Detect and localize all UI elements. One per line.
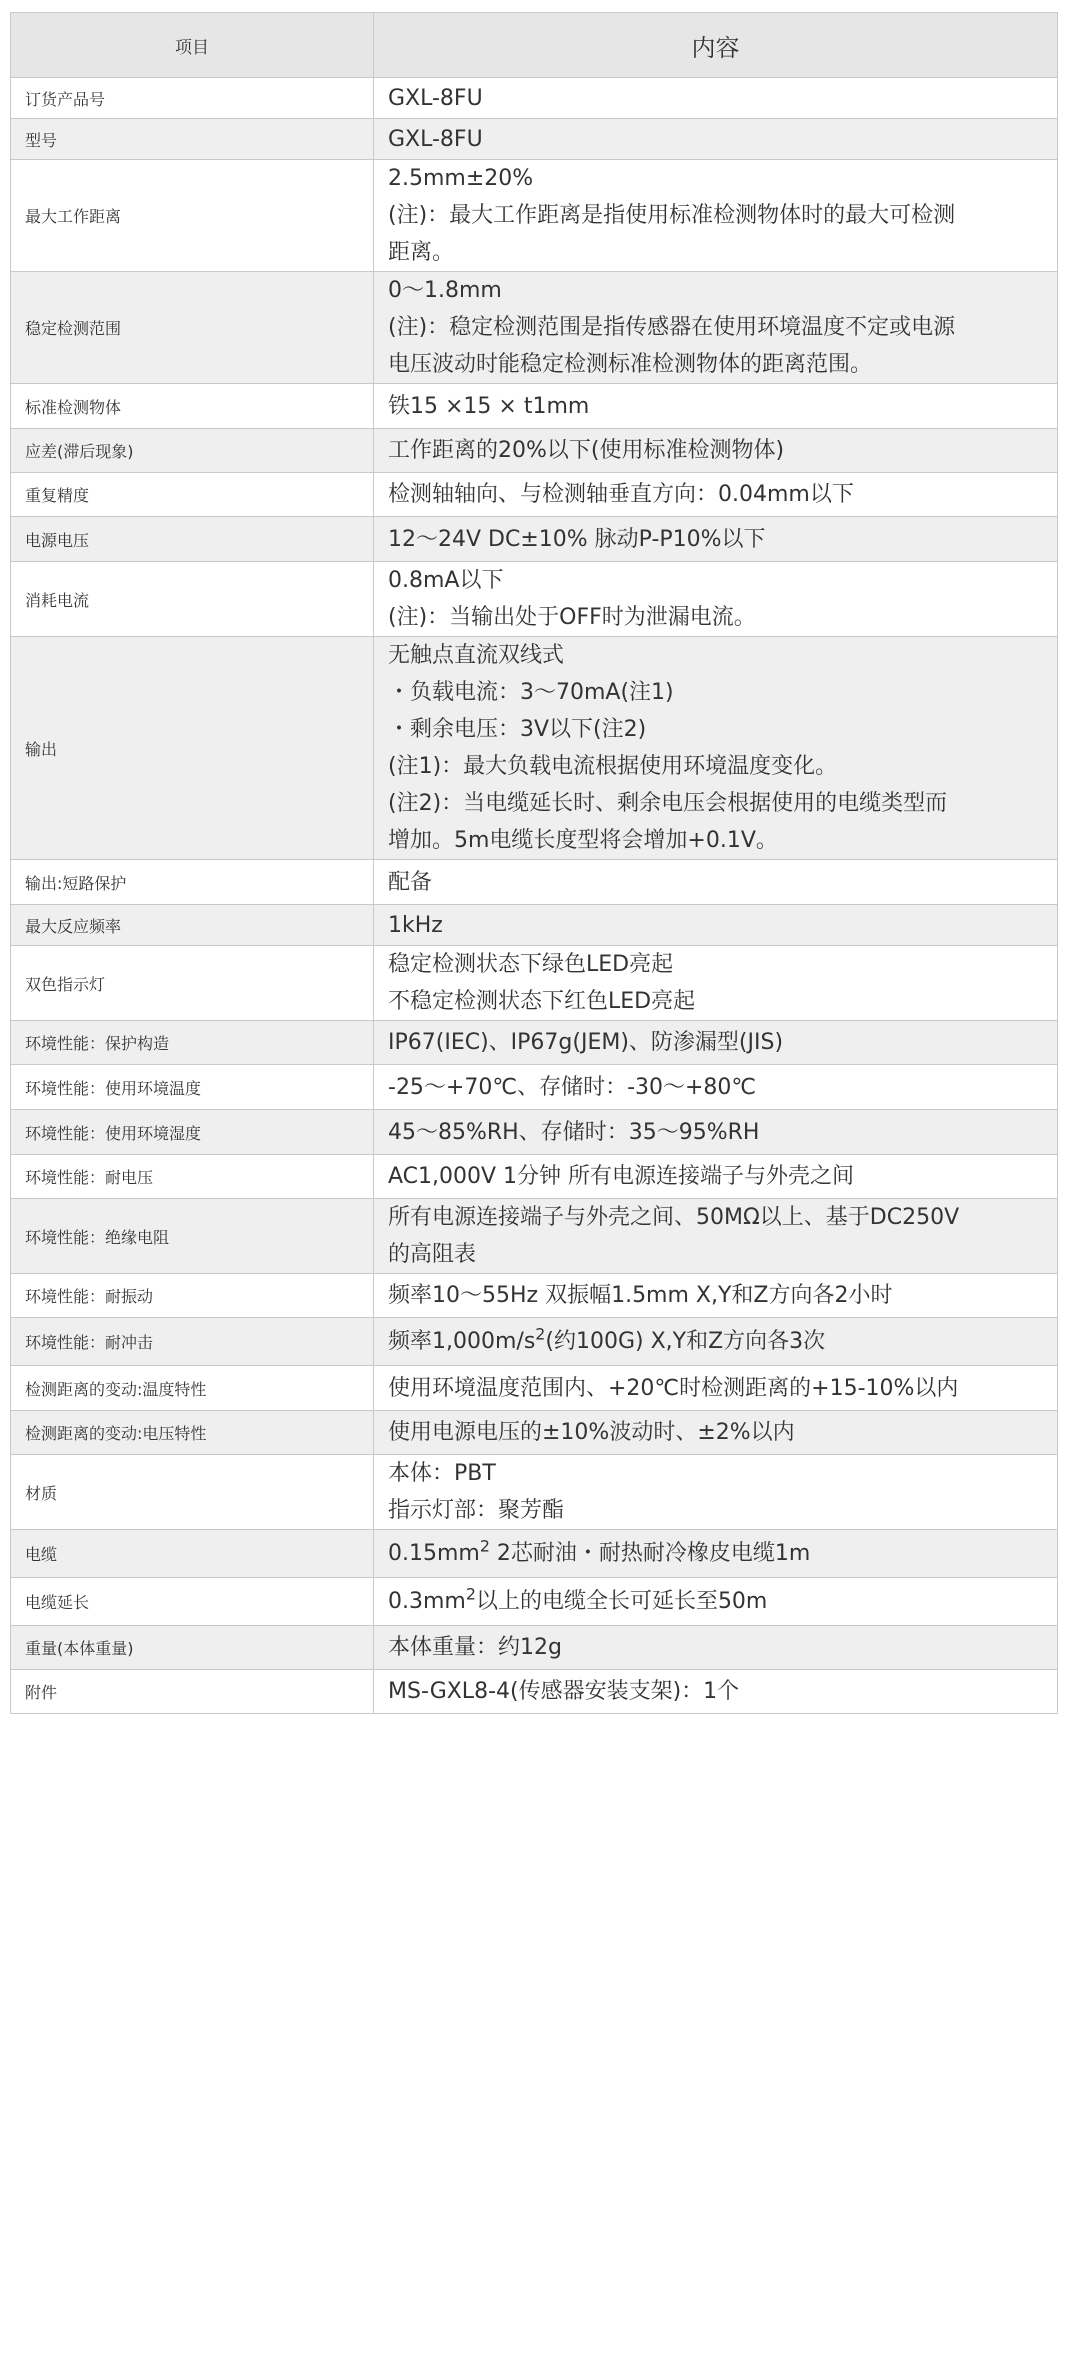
- row-value: [374, 517, 1058, 562]
- value-line: (注)：稳定检测范围是指传感器在使用环境温度不定或电源: [388, 315, 956, 340]
- row-value: [374, 1155, 1058, 1199]
- row-label: 环境性能：保护构造: [11, 1021, 374, 1065]
- row-value: [374, 429, 1058, 473]
- row-value: [374, 1021, 1058, 1065]
- table-row: [11, 562, 1058, 637]
- table-row: [11, 384, 1058, 429]
- row-value: [374, 1199, 1058, 1274]
- value-line: 不稳定检测状态下红色LED亮起: [388, 989, 696, 1014]
- value-line: 1kHz: [388, 912, 443, 938]
- value-line: 45～85%RH、存储时：35～95%RH: [388, 1119, 760, 1145]
- value-line: (注)：当输出处于OFF时为泄漏电流。: [388, 605, 756, 630]
- row-label: 环境性能：绝缘电阻: [11, 1199, 374, 1274]
- row-value: [374, 119, 1058, 160]
- value-line: [388, 1535, 1057, 1572]
- value-line: 的高阻表: [388, 1242, 477, 1267]
- table-row: [11, 1670, 1058, 1714]
- value-text: 频率1,000m/s: [388, 1329, 536, 1354]
- table-row: [11, 905, 1058, 946]
- spec-table: [10, 12, 1058, 1714]
- row-label: 重量(本体重量): [11, 1626, 374, 1670]
- table-row: [11, 272, 1058, 384]
- row-label: 检测距离的变动:电压特性: [11, 1411, 374, 1455]
- value-line: GXL-8FU: [388, 126, 483, 152]
- row-value: [374, 160, 1058, 272]
- table-row: [11, 473, 1058, 517]
- spec-table-body: [11, 78, 1058, 1714]
- row-value: [374, 562, 1058, 637]
- row-label: 电缆: [11, 1530, 374, 1578]
- row-label: 环境性能：耐电压: [11, 1155, 374, 1199]
- row-value: [374, 1578, 1058, 1626]
- value-line: GXL-8FU: [388, 85, 483, 111]
- table-row: [11, 1455, 1058, 1530]
- value-text: (约100G) X,Y和Z方向各3次: [545, 1329, 826, 1354]
- row-value: [374, 1110, 1058, 1155]
- row-value: [374, 1318, 1058, 1366]
- value-line: 铁15 ×15 × t1mm: [388, 393, 590, 419]
- table-row: [11, 429, 1058, 473]
- row-value: [374, 860, 1058, 905]
- value-line: (注1)：最大负载电流根据使用环境温度变化。: [388, 754, 838, 779]
- table-row: [11, 160, 1058, 272]
- value-line: 12～24V DC±10% 脉动P-P10%以下: [388, 526, 766, 552]
- row-label: 消耗电流: [11, 562, 374, 637]
- superscript: 2: [535, 1324, 546, 1344]
- table-row: [11, 1065, 1058, 1110]
- row-label: 稳定检测范围: [11, 272, 374, 384]
- row-label: 环境性能：使用环境湿度: [11, 1110, 374, 1155]
- row-value: [374, 272, 1058, 384]
- table-header-row: [11, 13, 1058, 78]
- table-row: [11, 1274, 1058, 1318]
- table-row: [11, 517, 1058, 562]
- row-value: [374, 637, 1058, 860]
- value-line: 所有电源连接端子与外壳之间、50MΩ以上、基于DC250V: [388, 1205, 960, 1230]
- value-line: 工作距离的20%以下(使用标准检测物体): [388, 438, 785, 463]
- value-line: 使用环境温度范围内、+20℃时检测距离的+15-10%以内: [388, 1375, 959, 1401]
- table-row: [11, 1411, 1058, 1455]
- value-line: (注2)：当电缆延长时、剩余电压会根据使用的电缆类型而: [388, 791, 948, 816]
- value-line: 频率10～55Hz 双振幅1.5mm X,Y和Z方向各2小时: [388, 1283, 893, 1308]
- value-line: 增加。5m电缆长度型将会增加+0.1V。: [388, 828, 778, 853]
- value-text: 2芯耐油・耐热耐冷橡皮电缆1m: [489, 1541, 811, 1566]
- row-value: [374, 905, 1058, 946]
- value-line: MS-GXL8-4(传感器安装支架)：1个: [388, 1679, 740, 1704]
- value-line: 无触点直流双线式: [388, 643, 565, 668]
- row-label: 检测距离的变动:温度特性: [11, 1366, 374, 1411]
- table-row: [11, 946, 1058, 1021]
- row-label: 标准检测物体: [11, 384, 374, 429]
- row-label: 最大反应频率: [11, 905, 374, 946]
- value-line: [388, 1583, 1057, 1620]
- value-line: [388, 1323, 1057, 1360]
- table-row: [11, 1578, 1058, 1626]
- value-line: 本体：PBT: [388, 1461, 496, 1486]
- row-label: 应差(滞后现象): [11, 429, 374, 473]
- table-row: [11, 637, 1058, 860]
- value-text: 0.15mm: [388, 1541, 480, 1566]
- row-label: 环境性能：耐振动: [11, 1274, 374, 1318]
- row-label: 订货产品号: [11, 78, 374, 119]
- row-label: 输出:短路保护: [11, 860, 374, 905]
- value-text: 0.3mm: [388, 1589, 466, 1614]
- header-content: 内容: [374, 13, 1058, 78]
- value-line: -25～+70℃、存储时：-30～+80℃: [388, 1074, 757, 1100]
- row-label: 电源电压: [11, 517, 374, 562]
- row-value: [374, 1670, 1058, 1714]
- row-value: [374, 78, 1058, 119]
- table-row: [11, 1155, 1058, 1199]
- row-value: [374, 384, 1058, 429]
- value-line: 稳定检测状态下绿色LED亮起: [388, 952, 674, 977]
- row-label: 型号: [11, 119, 374, 160]
- row-value: [374, 1274, 1058, 1318]
- value-line: 检测轴轴向、与检测轴垂直方向：0.04mm以下: [388, 482, 854, 507]
- value-line: 配备: [388, 869, 433, 895]
- row-label: 环境性能：耐冲击: [11, 1318, 374, 1366]
- value-text: 以上的电缆全长可延长至50m: [475, 1589, 768, 1614]
- value-line: 2.5mm±20%: [388, 166, 534, 191]
- table-row: [11, 78, 1058, 119]
- row-label: 输出: [11, 637, 374, 860]
- value-line: AC1,000V 1分钟 所有电源连接端子与外壳之间: [388, 1164, 855, 1189]
- table-row: [11, 1626, 1058, 1670]
- row-label: 附件: [11, 1670, 374, 1714]
- value-line: 距离。: [388, 240, 455, 265]
- row-label: 材质: [11, 1455, 374, 1530]
- value-line: 指示灯部：聚芳酯: [388, 1498, 565, 1523]
- superscript: 2: [465, 1584, 476, 1604]
- table-row: [11, 119, 1058, 160]
- value-line: 0～1.8mm: [388, 278, 502, 303]
- row-value: [374, 946, 1058, 1021]
- value-line: 本体重量：约12g: [388, 1635, 562, 1660]
- row-value: [374, 473, 1058, 517]
- row-label: 环境性能：使用环境温度: [11, 1065, 374, 1110]
- row-value: [374, 1626, 1058, 1670]
- table-row: [11, 1021, 1058, 1065]
- table-row: [11, 860, 1058, 905]
- row-label: 电缆延长: [11, 1578, 374, 1626]
- superscript: 2: [479, 1536, 490, 1556]
- row-value: [374, 1530, 1058, 1578]
- table-row: [11, 1199, 1058, 1274]
- value-line: 0.8mA以下: [388, 568, 504, 593]
- value-line: 电压波动时能稳定检测标准检测物体的距离范围。: [388, 352, 873, 377]
- row-label: 最大工作距离: [11, 160, 374, 272]
- table-row: [11, 1530, 1058, 1578]
- row-label: 重复精度: [11, 473, 374, 517]
- value-line: 使用电源电压的±10%波动时、±2%以内: [388, 1420, 795, 1445]
- table-row: [11, 1318, 1058, 1366]
- row-value: [374, 1411, 1058, 1455]
- row-label: 双色指示灯: [11, 946, 374, 1021]
- value-line: (注)：最大工作距离是指使用标准检测物体时的最大可检测: [388, 203, 956, 228]
- row-value: [374, 1455, 1058, 1530]
- table-row: [11, 1110, 1058, 1155]
- value-line: ・剩余电压：3V以下(注2): [388, 717, 647, 742]
- row-value: [374, 1065, 1058, 1110]
- header-item: 项目: [11, 13, 374, 78]
- value-line: IP67(IEC)、IP67g(JEM)、防渗漏型(JIS): [388, 1030, 784, 1055]
- value-line: ・负载电流：3～70mA(注1): [388, 680, 674, 705]
- row-value: [374, 1366, 1058, 1411]
- table-row: [11, 1366, 1058, 1411]
